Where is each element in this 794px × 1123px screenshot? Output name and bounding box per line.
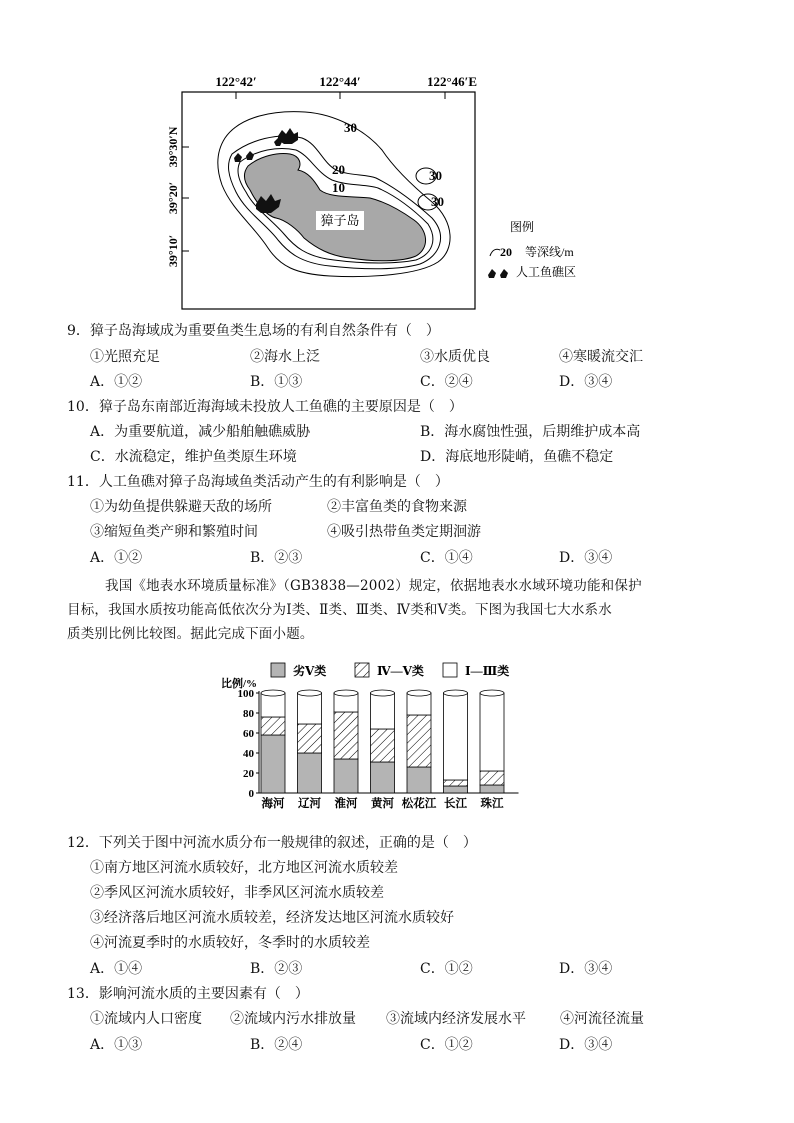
y-tick-label: 20 bbox=[243, 768, 254, 780]
q12-choice-a[interactable]: A．①④ bbox=[90, 961, 143, 977]
legend-label: Ⅰ—Ⅲ类 bbox=[465, 664, 510, 678]
q12-item-3: ③经济落后地区河流水质较差，经济发达地区河流水质较好 bbox=[90, 910, 454, 926]
q12-choice-b[interactable]: B．②③ bbox=[250, 961, 303, 977]
bar-cap-top bbox=[407, 690, 431, 696]
chart-bars bbox=[261, 690, 504, 793]
bar-松花江-seg-1 bbox=[407, 715, 431, 767]
legend-contour-value: 20 bbox=[500, 245, 512, 259]
q12-item-2: ②季风区河流水质较好，非季风区河流水质较差 bbox=[90, 885, 384, 901]
bar-海河-seg-0 bbox=[261, 735, 285, 793]
bar-淮河-seg-1 bbox=[334, 712, 358, 759]
lat-label-3: 39°10′ bbox=[166, 234, 180, 268]
bar-黄河-seg-0 bbox=[371, 762, 395, 793]
q11-choice-d[interactable]: D．③④ bbox=[559, 550, 613, 566]
q12-stem: 12．下列关于图中河流水质分布一般规律的叙述，正确的是（ ） bbox=[67, 835, 477, 851]
q13-item-1: ①流域内人口密度 bbox=[90, 1011, 202, 1027]
q12-choice-c[interactable]: C．①② bbox=[420, 961, 473, 977]
q11-choice-b[interactable]: B．②③ bbox=[250, 550, 303, 566]
legend-swatch bbox=[443, 663, 457, 677]
bar-海河-seg-1 bbox=[261, 717, 285, 735]
x-tick-label: 珠江 bbox=[480, 798, 504, 810]
artificial-reef-north bbox=[274, 128, 298, 146]
bar-珠江-seg-1 bbox=[480, 771, 504, 785]
bar-淮河-seg-0 bbox=[334, 759, 358, 793]
q13-choice-a[interactable]: A．①③ bbox=[90, 1037, 143, 1053]
passage-line-2: 目标，我国水质按功能高低依次分为Ⅰ类、Ⅱ类、Ⅲ类、Ⅳ类和Ⅴ类。下图为我国七大水系水 bbox=[67, 602, 612, 618]
q11-choice-c[interactable]: C．①④ bbox=[420, 550, 473, 566]
y-tick-label: 80 bbox=[243, 708, 254, 720]
q9-stem: 9．獐子岛海域成为重要鱼类生息场的有利自然条件有（ ） bbox=[67, 323, 440, 339]
bar-黄河-seg-2 bbox=[371, 693, 395, 729]
q11-item-2: ②丰富鱼类的食物来源 bbox=[327, 499, 467, 515]
legend-contour-text: 等深线/m bbox=[525, 245, 574, 259]
bar-cap-top bbox=[444, 690, 468, 696]
chart-legend bbox=[271, 663, 509, 678]
bar-长江-seg-1 bbox=[444, 780, 468, 786]
contour-label-10: 10 bbox=[332, 180, 345, 195]
chart-x-labels bbox=[262, 796, 504, 810]
q9-choice-b[interactable]: B．①③ bbox=[250, 374, 303, 390]
q9-choice-d[interactable]: D．③④ bbox=[559, 374, 613, 390]
legend-reef-text: 人工鱼礁区 bbox=[516, 265, 577, 279]
bar-珠江-seg-0 bbox=[480, 785, 504, 793]
artificial-reef-west bbox=[234, 151, 254, 162]
bar-cap-top bbox=[298, 690, 322, 696]
bar-辽河-seg-0 bbox=[298, 753, 322, 793]
q9-choice-c[interactable]: C．②④ bbox=[420, 374, 473, 390]
bar-cap-top bbox=[371, 690, 395, 696]
x-tick-label: 淮河 bbox=[334, 798, 358, 810]
legend-label: 劣Ⅴ类 bbox=[293, 664, 327, 678]
q12-choice-d[interactable]: D．③④ bbox=[559, 961, 613, 977]
q13-choice-d[interactable]: D．③④ bbox=[559, 1037, 613, 1053]
bar-松花江-seg-0 bbox=[407, 767, 431, 793]
y-tick-label: 100 bbox=[237, 688, 254, 700]
contour-label-30-east-1: 30 bbox=[429, 168, 442, 183]
bar-长江-seg-0 bbox=[444, 786, 468, 793]
x-tick-label: 黄河 bbox=[371, 798, 394, 810]
q13-item-4: ④河流径流量 bbox=[560, 1011, 644, 1027]
q11-item-4: ④吸引热带鱼类定期洄游 bbox=[327, 524, 481, 540]
q9-choice-a[interactable]: A．①② bbox=[90, 374, 143, 390]
q10-choice-b[interactable]: B．海水腐蚀性强，后期维护成本高 bbox=[420, 424, 641, 440]
q13-item-2: ②流域内污水排放量 bbox=[230, 1011, 356, 1027]
q9-item-2: ②海水上泛 bbox=[250, 349, 320, 365]
x-tick-label: 海河 bbox=[261, 798, 285, 810]
passage-line-1: 我国《地表水环境质量标准》（GB3838—2002）规定，依据地表水水域环境功能和保护 bbox=[105, 578, 642, 594]
contour-label-20: 20 bbox=[332, 162, 345, 177]
q11-stem: 11．人工鱼礁对獐子岛海域鱼类活动产生的有利影响是（ ） bbox=[67, 474, 449, 490]
bar-cap-top bbox=[480, 690, 504, 696]
lon-label-2: 122°44′ bbox=[319, 74, 361, 89]
legend-reef-icon bbox=[488, 269, 508, 278]
legend-title: 图例 bbox=[510, 220, 535, 234]
x-tick-label: 松花江 bbox=[401, 798, 437, 810]
bar-辽河-seg-1 bbox=[298, 724, 322, 753]
bar-辽河-seg-2 bbox=[298, 693, 322, 724]
y-tick-label: 0 bbox=[248, 788, 254, 800]
x-tick-label: 辽河 bbox=[298, 798, 321, 810]
lat-label-2: 39°20′ bbox=[166, 181, 180, 215]
chart-ylabel: 比例/% bbox=[221, 678, 258, 690]
y-tick-label: 60 bbox=[243, 728, 254, 740]
bar-海河-seg-2 bbox=[261, 693, 285, 717]
q13-item-3: ③流域内经济发展水平 bbox=[386, 1011, 526, 1027]
bar-黄河-seg-1 bbox=[371, 729, 395, 762]
q13-choice-b[interactable]: B．②④ bbox=[250, 1037, 303, 1053]
contour-label-30: 30 bbox=[344, 120, 357, 135]
y-tick-label: 40 bbox=[243, 748, 254, 760]
legend-label: Ⅳ—Ⅴ类 bbox=[377, 664, 424, 678]
q11-item-3: ③缩短鱼类产卵和繁殖时间 bbox=[90, 524, 258, 540]
lon-label-1: 122°42′ bbox=[215, 74, 257, 89]
water-quality-chart bbox=[215, 655, 530, 815]
q11-choice-a[interactable]: A．①② bbox=[90, 550, 143, 566]
q10-choice-d[interactable]: D．海底地形陡峭，鱼礁不稳定 bbox=[420, 449, 614, 465]
x-tick-label: 长江 bbox=[444, 798, 467, 810]
q9-item-1: ①光照充足 bbox=[90, 349, 160, 365]
q10-stem: 10．獐子岛东南部近海海域未投放人工鱼礁的主要原因是（ ） bbox=[67, 399, 463, 415]
q9-item-3: ③水质优良 bbox=[420, 349, 490, 365]
contour-label-30-east-2: 30 bbox=[431, 194, 444, 209]
bar-cap-top bbox=[261, 690, 285, 696]
island-label: 獐子岛 bbox=[320, 213, 360, 228]
lon-label-3: 122°46′E bbox=[426, 74, 478, 89]
q9-item-4: ④寒暖流交汇 bbox=[559, 349, 643, 365]
q10-choice-a[interactable]: A．为重要航道，减少船舶触礁威胁 bbox=[90, 424, 311, 440]
lat-label-1: 39°30′N bbox=[166, 126, 180, 168]
q13-choice-c[interactable]: C．①② bbox=[420, 1037, 473, 1053]
q12-item-4: ④河流夏季时的水质较好，冬季时的水质较差 bbox=[90, 935, 370, 951]
q11-item-1: ①为幼鱼提供躲避天敌的场所 bbox=[90, 499, 272, 515]
q10-choice-c[interactable]: C．水流稳定，维护鱼类原生环境 bbox=[90, 449, 297, 465]
bar-长江-seg-2 bbox=[444, 693, 468, 780]
q13-stem: 13．影响河流水质的主要因素有（ ） bbox=[67, 986, 309, 1002]
passage-line-3: 质类别比例比较图。据此完成下面小题。 bbox=[67, 626, 314, 642]
island-depth-map bbox=[166, 70, 590, 315]
legend-contour-symbol bbox=[490, 249, 500, 256]
legend-swatch bbox=[355, 663, 369, 677]
bar-珠江-seg-2 bbox=[480, 693, 504, 771]
legend-swatch bbox=[271, 663, 285, 677]
q12-item-1: ①南方地区河流水质较好，北方地区河流水质较差 bbox=[90, 860, 398, 876]
bar-cap-top bbox=[334, 690, 358, 696]
